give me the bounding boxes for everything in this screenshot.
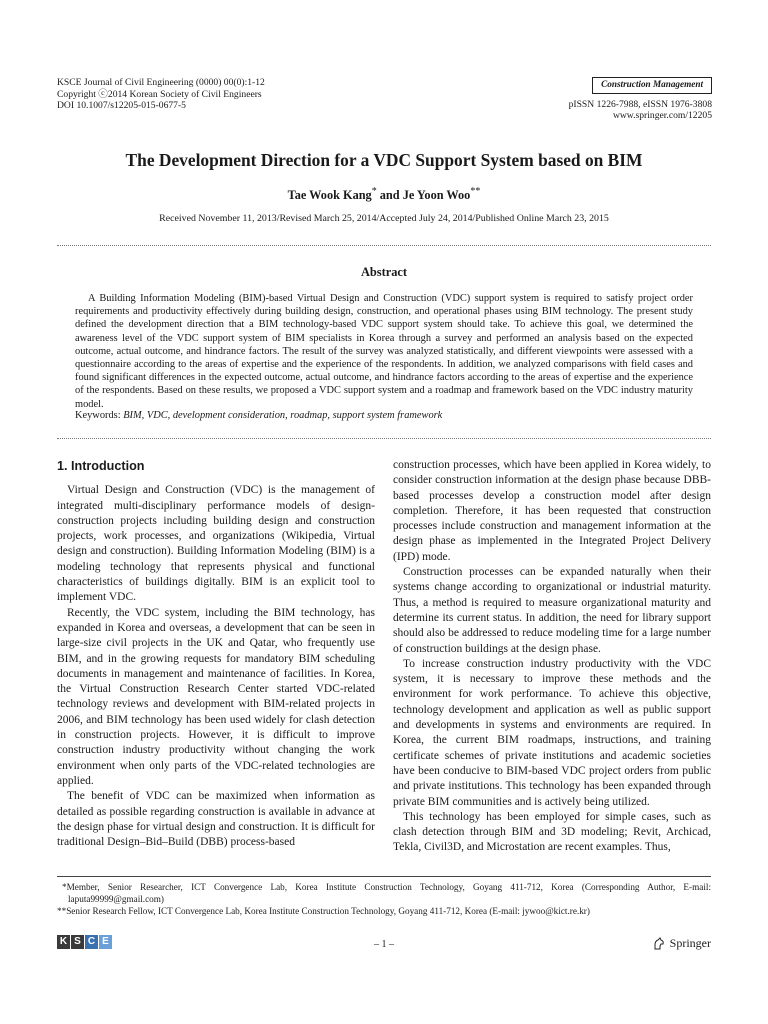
journal-line: KSCE Journal of Civil Engineering (0000) 00(0):1-12 xyxy=(57,77,265,88)
author-conjunction: and xyxy=(376,188,403,203)
logo-letter: S xyxy=(71,935,84,949)
footnote-1: *Member, Senior Researcher, ICT Convergence Lab, Korea Institute Construction Technology, Goyang 411-712, Korea (Corresponding Author, E-mail: laputa99999@gmail.com) xyxy=(62,882,711,904)
author-2-mark: ** xyxy=(470,186,481,197)
publisher-name: Springer xyxy=(669,936,711,950)
right-column xyxy=(393,458,711,856)
footnotes xyxy=(57,881,711,917)
section-heading: 1. Introduction xyxy=(57,459,145,473)
paper-title: The Development Direction for a VDC Support System based on BIM xyxy=(125,150,643,170)
issn-line: pISSN 1226-7988, eISSN 1976-3808 xyxy=(568,98,712,110)
paragraph: construction processes, which have been applied in Korea widely, to consider construction information at the design phase because DBB-based processes develop a construction model after design completion. Therefore, it has been requested that construction processes include construction and management information at the design phase as implemented in the Integrated Project Delivery (IPD) mode. xyxy=(393,459,711,563)
paragraph: The benefit of VDC can be maximized when information as detailed as possible regarding construction is available in advance at the design phase for virtual design and construction. It is difficult for traditional Design–Bid–Build (DBB) process-based xyxy=(57,790,375,849)
url-line: www.springer.com/12205 xyxy=(612,110,712,122)
keywords-value: BIM, VDC, development consideration, roadmap, support system framework xyxy=(123,410,443,421)
springer-horse-icon xyxy=(652,937,666,951)
footnote-2: **Senior Research Fellow, ICT Convergence Lab, Korea Institute Construction Technology, Goyang 411-712, Korea (E-mail: jywoo@kict.re.kr) xyxy=(57,906,590,916)
author-line xyxy=(0,186,768,203)
keywords-label: Keywords: xyxy=(75,410,124,421)
author-1-mark: * xyxy=(371,186,377,197)
divider-bottom xyxy=(57,438,711,439)
logo-letter: E xyxy=(99,935,112,949)
paragraph: Construction processes can be expanded naturally when their systems change according to organizational or industrial maturity. Thus, a method is required to measure organizational maturity and determine its current status. In addition, the need for library support should also be addressed to reduce modeling time for a large number of construction buildings at the design phase. xyxy=(393,566,711,655)
doi-line: DOI 10.1007/s12205-015-0677-5 xyxy=(57,100,186,112)
keywords xyxy=(75,410,693,421)
publication-dates: Received November 11, 2013/Revised March 25, 2014/Accepted July 24, 2014/Published Online March 23, 2015 xyxy=(159,213,609,224)
author-2: Je Yoon Woo xyxy=(402,188,471,203)
journal-header-right xyxy=(569,77,712,122)
divider-top xyxy=(57,245,711,246)
paragraph: This technology has been employed for simple cases, such as clash detection through BIM and 3D modeling; Revit, Archicad, Tekla, Civil3D, and Microstation are recent examples. Thus, xyxy=(393,810,711,854)
section-label: Construction Management xyxy=(592,77,712,94)
copyright-line: Copyright ⓒ2014 Korean Society of Civil Engineers xyxy=(57,88,262,100)
paragraph: Virtual Design and Construction (VDC) is the management of integrated multi-disciplinary performance models of design-construction projects including building design and construction projects, work processes, and organizations (Wikipedia, Virtual design and construction). Building Information Modeling (BIM) is a modeling technology that represents physical and functional characteristics of buildings digitally. BIM is an explicit tool to implement VDC. xyxy=(57,484,375,604)
journal-header xyxy=(57,77,265,112)
paragraph: To increase construction industry productivity with the VDC system, it is necessary to improve these methods and the environment for work performance. To achieve this objective, technology development and application as well as public support and developments in systems and environments are required. In Korea, the current BIM roadmaps, instructions, and training certificate schemes of private institutions and academic societies have been conducive to BIM-based VDC project orders from public and private institutions. This technology has been expanded through private BIM communities and is actively being utilized. xyxy=(393,657,711,808)
logo-letter: C xyxy=(85,935,98,949)
footnote-rule xyxy=(57,876,711,877)
abstract-text: A Building Information Modeling (BIM)-based Virtual Design and Construction (VDC) support system is required to satisfy project order requirements and productivity effectively during building design, construction, and operational phases using BIM technology. The present study defined the development direction that a BIM technology-based VDC support system should take. To achieve this goal, we determined the awareness level of the VDC support system of BIM specialists in Korea through a survey and performed an analysis based on the expected outcome, actual outcome, and hindrance factors. The result of the survey was analyzed statistically, and different viewpoints were assessed with a questionnaire according to the areas of expertise and the experience of the respondents. In addition, we analyzed comparisons with field cases and found significant differences in the expected outcome, actual outcome, and hindrance factors according to the areas of expertise and the experience of the respondents. Based on these results, we proposed a VDC support system and a roadmap and framework based on the VDC industry maturity model. xyxy=(75,293,693,410)
left-column xyxy=(57,458,375,850)
logo-letter: K xyxy=(57,935,70,949)
abstract-heading: Abstract xyxy=(360,265,408,279)
paragraph: Recently, the VDC system, including the BIM technology, has expanded in Korea and overseas, a development that can be seen in large-size civil projects in the UK and Qatar, who frequently use BIM, and in the growing requests for mandatory BIM scheduling documents in management and maintenance of facilities. In Korea, the Virtual Construction Research Center started VDC-related technology reviews and development with BIM-related projects in 2006, and BIM technology has been used widely for clash detection in construction projects. However, it is difficult to improve construction industry productivity without changing the work environment when only parts of the VDC-related technologies are applied. xyxy=(57,606,375,787)
author-1: Tae Wook Kang xyxy=(287,188,372,203)
page-number: – 1 – xyxy=(374,939,394,950)
springer-logo xyxy=(652,936,711,951)
